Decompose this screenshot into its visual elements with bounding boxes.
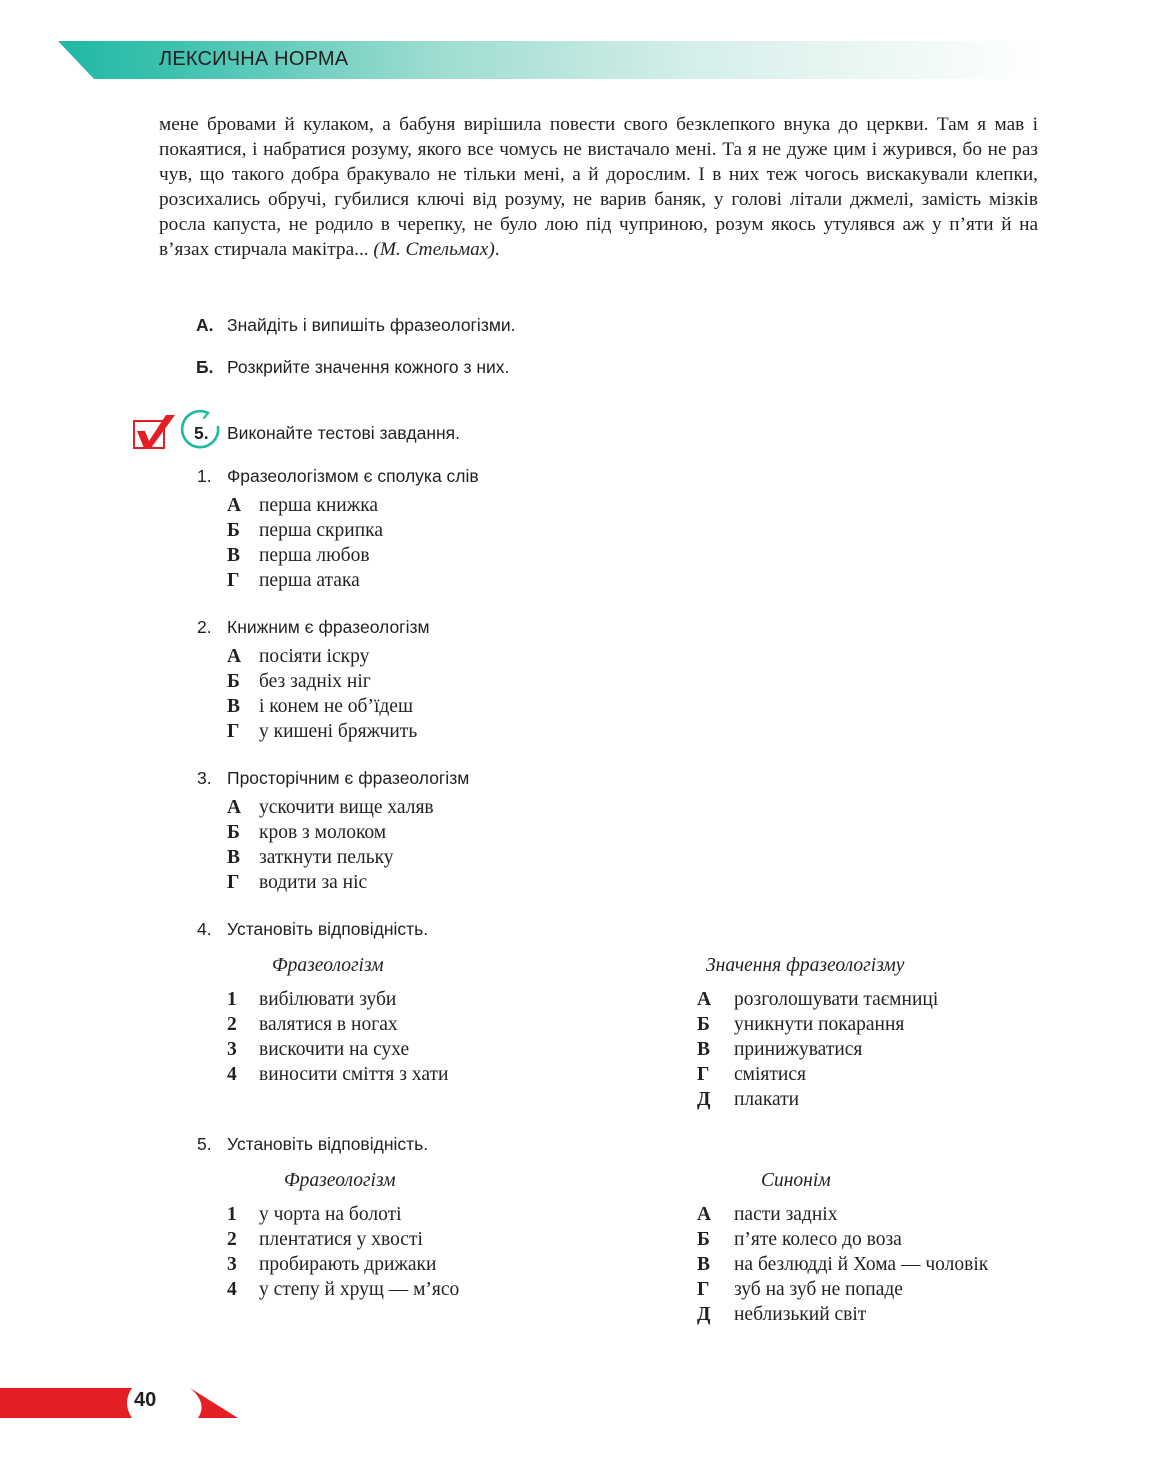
item-text: сміятися	[734, 1064, 806, 1085]
item-letter: Д	[697, 1089, 711, 1110]
question-text: Книжним є фразеологізм	[227, 617, 430, 637]
column-heading-right: Синонім	[761, 1170, 831, 1191]
option-text: перша книжка	[259, 495, 379, 516]
page-number-tab	[0, 1388, 238, 1418]
option-text: посіяти іскру	[259, 646, 370, 667]
item-text: плакати	[734, 1089, 800, 1110]
option-text: перша скрипка	[259, 520, 383, 541]
exercise-number: 5.	[194, 423, 209, 443]
item-number: 2	[227, 1014, 237, 1035]
option-text: перша атака	[259, 570, 360, 591]
question-number: 4.	[197, 919, 212, 939]
item-text: неблизький світ	[734, 1304, 867, 1325]
item-text: п’яте колесо до воза	[734, 1229, 902, 1250]
option-letter: Б	[227, 671, 240, 692]
question-text: Установіть відповідність.	[227, 919, 429, 939]
passage-text: мене бровами й кулаком, а бабуня вирішила повести свого безклепкого внука до церкви. Там я мав і покаятися, і набратися розуму, якого все чомусь не вистачало мені. Та я не дуже цим і журився, бо не раз чув, що такого добра бракувало не тільки мені, а й дорослим. І в них теж чогось вискакували клепки, розсихались обручі, губилися ключі від розуму, не варив баняк, у голові літали джмелі, замість мізків росла капуста, не родило в черепку, не було лою під чуприною, розум якось утулявся аж у п’яти й на в’язах стирчала макітра...	[159, 114, 1038, 260]
question-number: 2.	[197, 617, 212, 637]
question-number: 3.	[197, 768, 212, 788]
question-number: 1.	[197, 466, 212, 486]
item-letter: А	[697, 1204, 712, 1225]
option-letter: В	[227, 696, 241, 717]
question-text: Установіть відповідність.	[227, 1134, 429, 1154]
item-text: вибілювати зуби	[259, 989, 397, 1010]
passage-author: (М. Стельмах)	[373, 239, 495, 260]
option-letter: Г	[227, 872, 240, 893]
option-text: перша любов	[259, 545, 370, 566]
option-text: і конем не об’їдеш	[259, 696, 413, 717]
section-title: ЛЕКСИЧНА НОРМА	[159, 48, 349, 70]
task-a-text: Знайдіть і випишіть фразеологізми.	[227, 315, 516, 335]
item-text: уникнути покарання	[734, 1014, 905, 1035]
item-text: розголошувати таємниці	[734, 989, 939, 1010]
item-number: 4	[227, 1279, 237, 1300]
exercise-title: Виконайте тестові завдання.	[227, 423, 460, 443]
item-number: 3	[227, 1039, 237, 1060]
task-letter: А.	[196, 315, 214, 335]
option-text: ускочити вище халяв	[259, 797, 434, 818]
option-letter: А	[227, 797, 242, 818]
option-text: без задніх ніг	[259, 671, 371, 692]
item-text: пробирають дрижаки	[259, 1254, 437, 1275]
option-text: водити за ніс	[259, 872, 368, 893]
task-b-text: Розкрийте значення кожного з них.	[227, 357, 510, 377]
option-text: у кишені бряжчить	[259, 721, 418, 742]
checkbox-check-icon	[132, 411, 178, 451]
item-text: вискочити на сухе	[259, 1039, 410, 1060]
option-letter: А	[227, 646, 242, 667]
item-text: плентатися у хвості	[259, 1229, 423, 1250]
option-letter: Б	[227, 520, 240, 541]
item-number: 1	[227, 989, 237, 1010]
item-text: принижуватися	[734, 1039, 863, 1060]
option-letter: А	[227, 495, 242, 516]
reading-passage	[159, 112, 1038, 262]
item-number: 4	[227, 1064, 237, 1085]
item-text: зуб на зуб не попаде	[734, 1279, 903, 1300]
item-letter: В	[697, 1039, 711, 1060]
item-text: на безлюдді й Хома — чоловік	[734, 1254, 989, 1275]
question-text: Просторічним є фразеологізм	[227, 768, 470, 788]
option-text: заткнути пельку	[259, 847, 394, 868]
item-text: валятися в ногах	[259, 1014, 398, 1035]
question-text: Фразеологізмом є сполука слів	[227, 466, 479, 486]
page-number: 40	[134, 1389, 157, 1411]
item-letter: В	[697, 1254, 711, 1275]
column-heading-left: Фразеологізм	[272, 955, 384, 976]
item-text: у степу й хрущ — м’ясо	[259, 1279, 460, 1300]
item-text: виносити сміття з хати	[259, 1064, 449, 1085]
item-letter: Б	[697, 1229, 710, 1250]
item-letter: Б	[697, 1014, 710, 1035]
task-a-row	[196, 315, 214, 336]
item-text: у чорта на болоті	[259, 1204, 402, 1225]
item-number: 3	[227, 1254, 237, 1275]
option-letter: Б	[227, 822, 240, 843]
task-b-letter: Б.	[196, 357, 214, 377]
question-number: 5.	[197, 1134, 212, 1154]
option-letter: В	[227, 847, 241, 868]
item-letter: Г	[697, 1064, 710, 1085]
column-heading-left: Фразеологізм	[284, 1170, 396, 1191]
option-text: кров з молоком	[259, 822, 387, 843]
option-letter: Г	[227, 570, 240, 591]
option-letter: В	[227, 545, 241, 566]
option-letter: Г	[227, 721, 240, 742]
item-number: 1	[227, 1204, 237, 1225]
item-text: пасти задніх	[734, 1204, 838, 1225]
item-number: 2	[227, 1229, 237, 1250]
item-letter: Г	[697, 1279, 710, 1300]
item-letter: Д	[697, 1304, 711, 1325]
column-heading-right: Значення фразеологізму	[706, 955, 905, 976]
item-letter: А	[697, 989, 712, 1010]
passage-end: .	[494, 239, 500, 260]
